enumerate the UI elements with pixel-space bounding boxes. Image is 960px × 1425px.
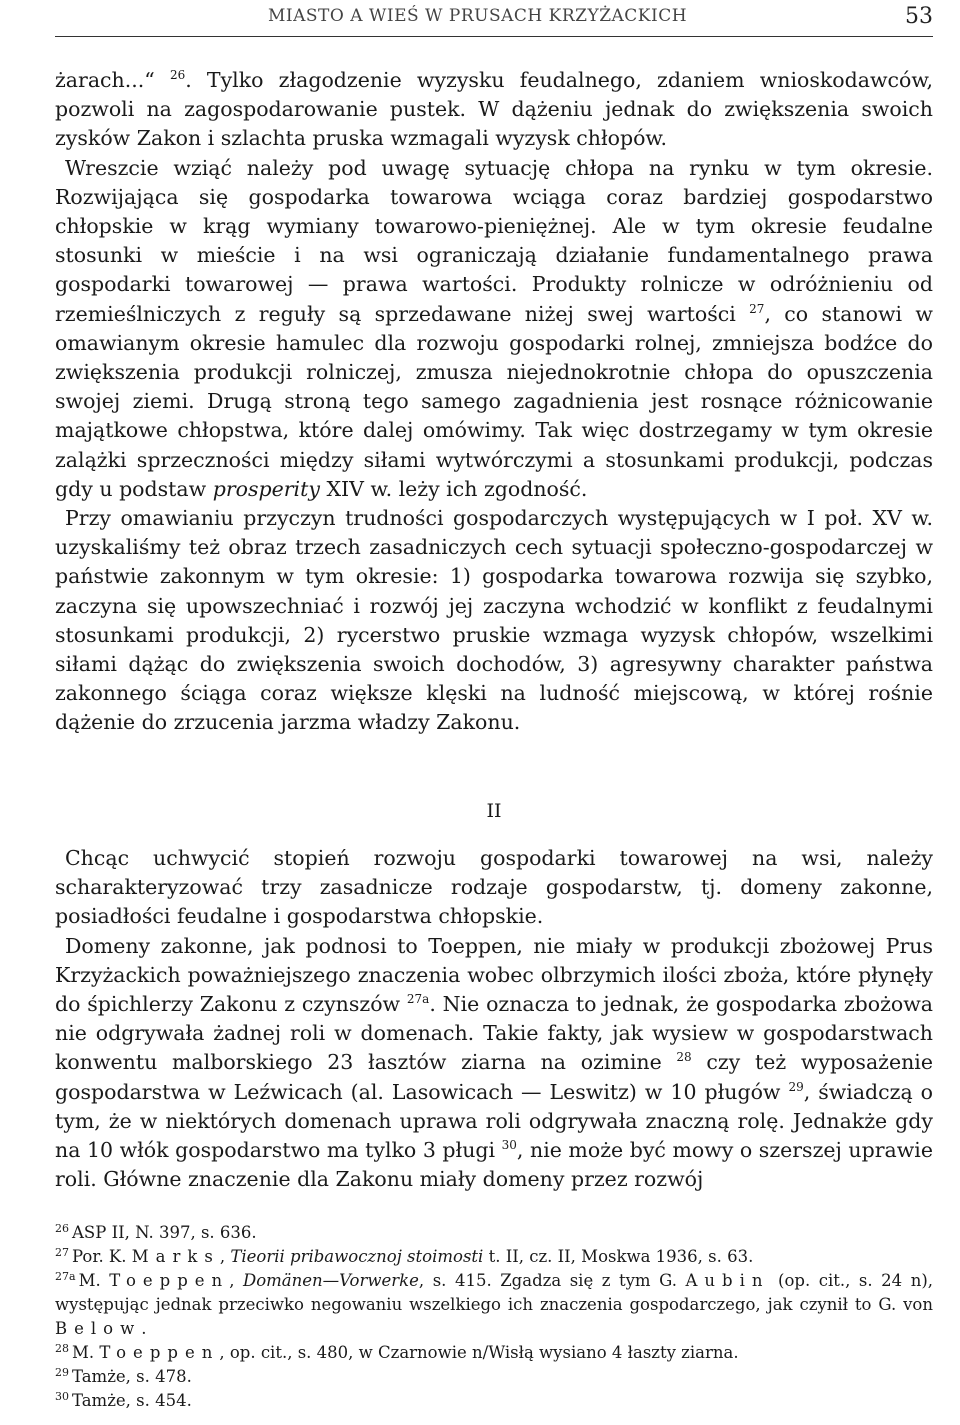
page-header — [55, 4, 933, 34]
paragraph-5 — [55, 932, 933, 1195]
text-run: czy też wyposażenie gospodarstwa w Leźwicach (al. Lasowicach — Leswitz) w 10 pługów — [55, 1050, 933, 1104]
footnote-ref: 28 — [676, 1050, 692, 1065]
footnote-mark: 27a — [55, 1270, 76, 1283]
footnote-mark: 27 — [55, 1246, 69, 1259]
author-name: Toeppen — [99, 1343, 220, 1362]
footnote-mark: 29 — [55, 1366, 69, 1379]
paragraph-2 — [55, 154, 933, 504]
footnote-mark: 30 — [55, 1390, 69, 1403]
footnotes — [55, 1221, 933, 1413]
body-text-section-2 — [55, 844, 933, 1194]
text-run: , świadczą o tym, że w niektórych domenach uprawa roli odgrywała znaczną rolę. Jednakże gdy na 10 włók gospodarstwo ma tylko 3 pługi — [55, 1079, 933, 1163]
author-name: Marks — [131, 1247, 220, 1266]
footnote-ref: 30 — [501, 1138, 517, 1153]
footnote-text: . — [141, 1319, 147, 1338]
paragraph-4: Chcąc uchwycić stopień rozwoju gospodarki towarowej na wsi, należy scharakteryzować trzy zasadnicze rodzaje gospodarstw, tj. domeny zakonne, posiadłości feudalne i gospodarstwa chłopskie. — [55, 846, 933, 929]
footnote-29 — [55, 1365, 933, 1389]
footnote-text: , op. cit., s. 480, w Czarnowie n/Wisłą wysiano 4 łaszty ziarna. — [219, 1343, 739, 1362]
footnote-text: ASP II, N. 397, s. 636. — [72, 1223, 257, 1242]
paragraph-3: Przy omawianiu przyczyn trudności gospodarczych występujących w I poł. XV w. uzyskaliśmy też obraz trzech zasadniczych cech sytuacji społeczno-gospodarczej w państwie zakonnym w tym okresie: 1) gospodarka towarowa rozwija się szybko, zaczyna się upowszechniać i rozwój jej zaczyna wchodzić w konflikt z feudalnymi stosunkami produkcji, 2) rycerstwo pruskie wzmaga wyzysk chłopów, wszelkimi siłami dążąc do zwiększenia swoich dochodów, 3) agresywny charakter państwa zakonnego ściąga coraz większe klęski na ludność miejscową, w której rośnie dążenie do zrzucenia jarzma władzy Zakonu. — [55, 506, 933, 735]
text-run: Domeny zakonne, jak podnosi to Toeppen, nie miały w produkcji zbożowej Prus Krzyżackich poważniejszego znaczenia wobec olbrzymich ilości zboża, które płynęły do śpichlerzy Zakonu z czynszów — [55, 933, 933, 1017]
footnote-text: Por. K. — [72, 1247, 132, 1266]
text-run: , nie może być mowy o szerszej uprawie roli. Główne znaczenie dla Zakonu miały domeny przez rozwój — [55, 1138, 933, 1192]
footnote-27 — [55, 1245, 933, 1269]
footnote-mark: 28 — [55, 1342, 69, 1355]
body-text-section-1 — [55, 66, 933, 738]
work-title: Domänen—Vorwerke — [242, 1271, 419, 1290]
footnote-text: Tamże, s. 454. — [72, 1391, 192, 1410]
footnote-text: , — [219, 1247, 231, 1266]
footnote-text: M. — [78, 1271, 110, 1290]
footnote-ref: 26 — [169, 68, 186, 82]
author-name: Below — [55, 1319, 142, 1338]
footnote-28 — [55, 1341, 933, 1365]
italic-term: prosperity — [212, 476, 320, 501]
text-run: . Tylko złagodzenie wyzysku feudalnego, zdaniem wnioskodawców, pozwoli na zagospodarowanie pustek. W dążeniu jednak do zwiększenia swoich zysków Zakon i szlachta pruska wzmagali wyzysk chłopów. — [55, 68, 933, 151]
paragraph-1 — [55, 66, 933, 154]
footnote-text: , — [229, 1271, 243, 1290]
author-name: Aubin — [685, 1271, 770, 1290]
text-run: XIV w. leży ich zgodność. — [319, 476, 588, 501]
author-name: Toeppen — [109, 1271, 230, 1290]
footnote-text: , s. 415. Zgadza się z tym G. — [418, 1271, 686, 1290]
footnote-26 — [55, 1221, 933, 1245]
text-run: . Nie oznacza to jednak, że gospodarka zbożowa nie odgrywała żadnej roli w domenach. Takie fakty, jak wysiew w gospodarstwach konwentu malborskiego 23 łasztów ziarna na ozimine — [55, 992, 934, 1075]
footnote-27a — [55, 1269, 933, 1341]
footnote-text: M. — [72, 1343, 100, 1362]
text-run: , co stanowi w omawianym okresie hamulec dla rozwoju gospodarki rolnej, zmniejsza bodźce do zwiększenia produkcji rolniczej, zmusza niejednokrotnie chłopa do opuszczenia swojej ziemi. Drugą stroną tego samego zagadnienia jest rosnące różnicowanie majątkowe chłopstwa, które dalej omówimy. Tak więc dostrzegamy w tym okresie zalążki sprzeczności między siłami wytwórczymi a stosunkami produkcji, podczas gdy u podstaw — [55, 301, 933, 501]
footnote-ref: 27a — [406, 992, 430, 1007]
text-run: Wreszcie wziąć należy pod uwagę sytuację chłopa na rynku w tym okresie. Rozwijająca się gospodarka towarowa wciąga coraz bardziej gospodarstwo chłopskie w krąg wymiany towarowo-pieniężnej. Ale w tym okresie feudalne stosunki w mieście i na wsi ograniczają działanie fundamentalnego prawa gospodarki towarowej — prawa wartości. Produkty rolnicze w odróżnieniu od rzemieślniczych z reguły są sprzedawane niżej swej wartości — [55, 155, 933, 326]
section-heading: II — [486, 800, 502, 822]
footnote-ref: 27 — [749, 301, 765, 316]
running-head: MIASTO A WIEŚ W PRUSACH KRZYŻACKICH — [268, 6, 688, 26]
footnote-mark: 26 — [55, 1222, 69, 1235]
footnote-text: (op. cit., s. 24 n), występując jednak przeciwko negowaniu wszelkiego ich znaczenia gospodarczego, jak czynił to G. von — [55, 1271, 934, 1314]
footnote-ref: 29 — [788, 1079, 804, 1094]
text-run: żarach...“ — [55, 68, 170, 92]
footnote-text: t. II, cz. II, Moskwa 1936, s. 63. — [483, 1247, 754, 1266]
footnote-text: Tamże, s. 478. — [72, 1367, 192, 1386]
header-rule — [55, 36, 933, 37]
work-title: Tieorii pribawocznoj stoimosti — [230, 1247, 484, 1266]
page-number: 53 — [905, 4, 933, 29]
footnote-30 — [55, 1389, 933, 1413]
